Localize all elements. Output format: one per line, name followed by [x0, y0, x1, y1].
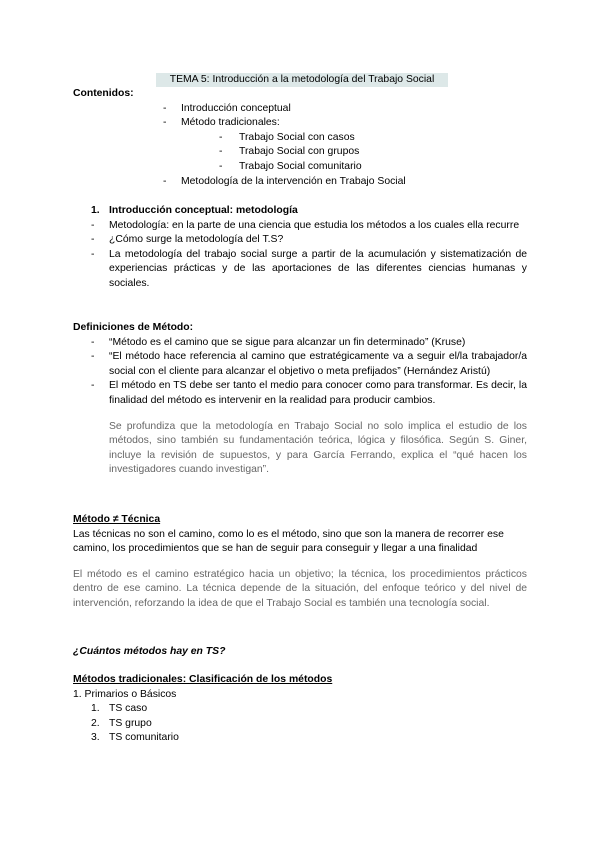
definicion-item: - “Método es el camino que se sigue para alcanzar un fin determinado” (Kruse) — [73, 336, 527, 351]
section1-item: - Metodología: en la parte de una ciencia que estudia los métodos a los cuales ella recurre — [73, 219, 527, 234]
tradicionales-list — [73, 702, 527, 746]
tradicional-item-number: 2. — [91, 717, 100, 729]
tradicional-item-label: TS grupo — [109, 717, 152, 729]
definicion-item: - “El método hace referencia al camino que estratégicamente va a seguir el/la trabajador/a social con el cliente para alcanzar el objetivo o meta prefijados” (Hernández Aristú) — [73, 350, 527, 379]
definiciones-section — [73, 321, 527, 478]
definiciones-note: Se profundiza que la metodología en Trabajo Social no solo implica el estudio de los métodos, sino también su fundamentación teórica, lógica y filosófica. Según S. Giner, incluye la revisión de supuestos, y para García Ferrando, explica el “qué hacen los investigadores cuando investigan”. — [109, 420, 527, 476]
metodo-tecnica-note: El método es el camino estratégico hacia un objetivo; la técnica, los procedimientos prácticos dentro de ese camino. La técnica depende de la situación, del enfoque teórico y del nivel de intervención, reforzando la idea de que el Trabajo Social es también una tecnología social. — [73, 568, 527, 609]
page-title: TEMA 5: Introducción a la metodología del Trabajo Social — [156, 73, 448, 87]
section-introduccion — [73, 204, 527, 292]
tradicional-item — [91, 717, 527, 732]
contenidos-section — [73, 87, 533, 189]
contenidos-item: - Trabajo Social comunitario — [73, 160, 533, 175]
tradicional-item — [91, 731, 527, 746]
definicion-item: - El método en TS debe ser tanto el medio para conocer como para transformar. Es decir, la finalidad del método es intervenir en la realidad para producir cambios. — [73, 379, 527, 408]
contenidos-item: - Trabajo Social con grupos — [73, 145, 533, 160]
metodo-tecnica-section — [73, 513, 527, 612]
metodo-tecnica-text: Las técnicas no son el camino, como lo es el método, sino que son la manera de recorrer ese camino, los procedimientos que se han de seguir para conseguir y llegar a una finalidad — [73, 528, 504, 555]
tradicional-item-label: TS comunitario — [109, 732, 179, 744]
tradicional-item — [91, 702, 527, 717]
definiciones-heading: Definiciones de Método: — [73, 322, 194, 333]
section1-heading-row — [73, 204, 527, 219]
cuantos-metodos-question: ¿Cuántos métodos hay en TS? — [73, 646, 226, 657]
contenidos-item: - Trabajo Social con casos — [73, 131, 533, 146]
tradicionales-section — [73, 673, 527, 746]
section1-number: 1. — [91, 205, 100, 216]
tradicionales-heading: Métodos tradicionales: Clasificación de los métodos — [73, 674, 333, 685]
section1-item: - ¿Cómo surge la metodología del T.S? — [73, 233, 527, 248]
tradicional-item-number: 3. — [91, 732, 100, 744]
contenidos-heading: Contenidos: — [73, 88, 134, 99]
contenidos-item: - Metodología de la intervención en Trabajo Social — [73, 175, 533, 190]
section1-heading: Introducción conceptual: metodología — [109, 205, 298, 216]
section1-list — [73, 219, 527, 292]
contenidos-item: - Método tradicionales: — [73, 116, 533, 131]
tradicionales-sub: 1. Primarios o Básicos — [73, 688, 177, 700]
definiciones-list — [73, 336, 527, 409]
metodo-tecnica-heading: Método ≠ Técnica — [73, 514, 161, 525]
contenidos-item: - Introducción conceptual — [73, 102, 533, 117]
tradicional-item-number: 1. — [91, 703, 100, 715]
contenidos-list — [73, 102, 533, 190]
section1-item: - La metodología del trabajo social surge a partir de la acumulación y sistematización de experiencias prácticas y de las aportaciones de las diferentes ciencias humanas y sociales. — [73, 248, 527, 292]
tradicional-item-label: TS caso — [109, 703, 148, 715]
